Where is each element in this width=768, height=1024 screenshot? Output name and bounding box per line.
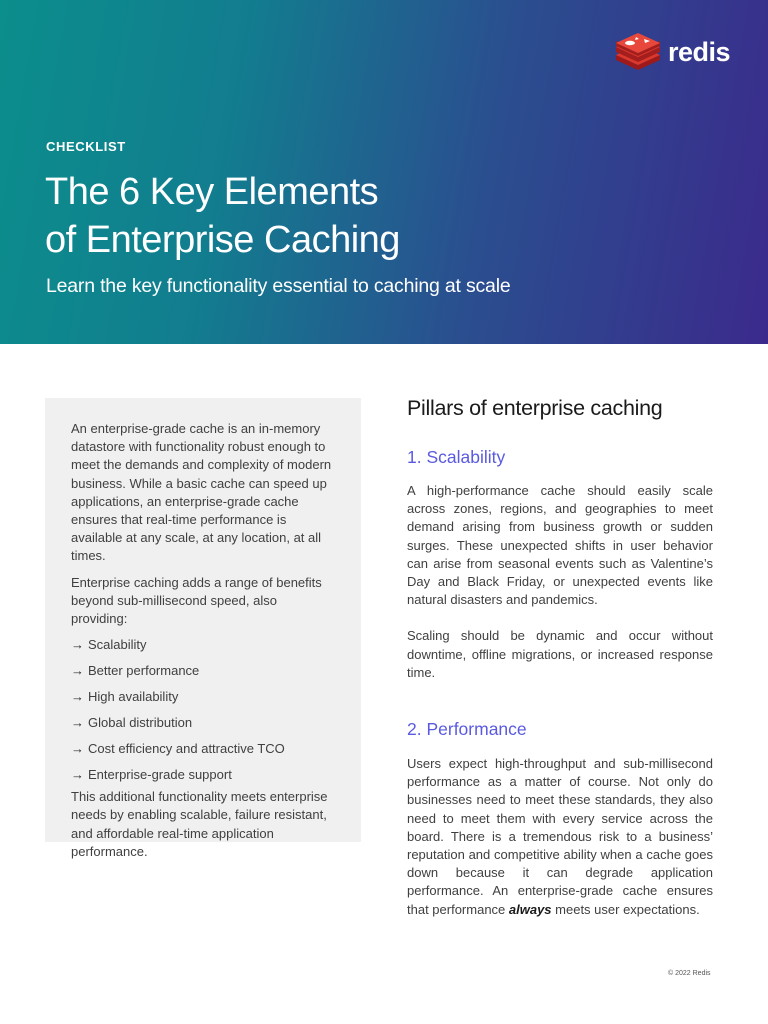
benefit-label: Cost efficiency and attractive TCO bbox=[88, 741, 285, 757]
arrow-right-icon: → bbox=[71, 715, 84, 731]
scalability-paragraph-2: Scaling should be dynamic and occur without downtime, offline migrations, or increased response time. bbox=[407, 628, 713, 680]
performance-heading: 2. Performance bbox=[407, 719, 527, 740]
benefit-label: High availability bbox=[88, 689, 179, 705]
eyebrow-label: CHECKLIST bbox=[46, 139, 126, 154]
arrow-right-icon: → bbox=[71, 741, 84, 757]
list-item bbox=[71, 688, 335, 714]
arrow-right-icon: → bbox=[71, 637, 84, 653]
title-line-2: of Enterprise Caching bbox=[45, 219, 400, 261]
performance-text-before: Users expect high-throughput and sub-millisecond performance as a matter of course. Not only do businesses need to meet these standards, they also need to meet them with every service across the board. There is a tremendous risk to a business’ reputation and competitive ability when a cache goes down because it can degrade application performance. An enterprise-grade cache ensures that performance bbox=[407, 756, 713, 917]
performance-text-after: meets user expectations. bbox=[551, 901, 700, 917]
page-subtitle: Learn the key functionality essential to caching at scale bbox=[46, 275, 511, 297]
arrow-right-icon: → bbox=[71, 663, 84, 679]
page-title bbox=[45, 168, 400, 264]
benefit-label: Better performance bbox=[88, 663, 200, 679]
benefit-label: Global distribution bbox=[88, 715, 193, 731]
hero-banner bbox=[0, 0, 768, 344]
performance-emphasis: always bbox=[508, 901, 552, 917]
logo-wordmark: redis bbox=[667, 36, 730, 67]
redis-cube-stack-icon bbox=[614, 33, 662, 71]
list-item bbox=[71, 714, 335, 740]
performance-paragraph bbox=[407, 755, 713, 919]
section-heading: Pillars of enterprise caching bbox=[407, 396, 663, 420]
title-line-1: The 6 Key Elements bbox=[45, 171, 379, 213]
closing-paragraph: This additional functionality meets enterprise needs by enabling scalable, failure resistant, and affordable real-time application performance. bbox=[71, 789, 328, 859]
list-item bbox=[71, 636, 335, 662]
redis-logo[interactable] bbox=[614, 33, 730, 71]
summary-box bbox=[45, 398, 361, 859]
arrow-right-icon: → bbox=[71, 689, 84, 705]
intro-paragraph: An enterprise-grade cache is an in-memory datastore with functionality robust enough to meet the demands and complexity of modern business. While a basic cache can speed up applications, an enterprise-grade cache ensures that real-time performance is available at any scale, at any location, at all times. bbox=[71, 421, 332, 564]
scalability-heading: 1. Scalability bbox=[407, 447, 506, 467]
arrow-right-icon: → bbox=[71, 767, 84, 783]
main-content bbox=[407, 393, 713, 919]
benefit-label: Enterprise-grade support bbox=[88, 767, 232, 783]
benefit-label: Scalability bbox=[88, 637, 147, 653]
list-item bbox=[71, 662, 335, 688]
benefits-list bbox=[71, 636, 335, 792]
scalability-paragraph-1: A high-performance cache should easily scale across zones, regions, and geographies to meet demand arising from business growth or sudden surges. These unexpected shifts in user behavior can arise from seasonal events such as Valentine’s Day and Black Friday, or unexpected events like natural disasters and pandemics. bbox=[407, 483, 713, 608]
copyright-notice: © 2022 Redis bbox=[668, 970, 711, 977]
benefits-lead: Enterprise caching adds a range of benefits beyond sub-millisecond speed, also providing: bbox=[71, 574, 322, 627]
list-item bbox=[71, 740, 335, 766]
